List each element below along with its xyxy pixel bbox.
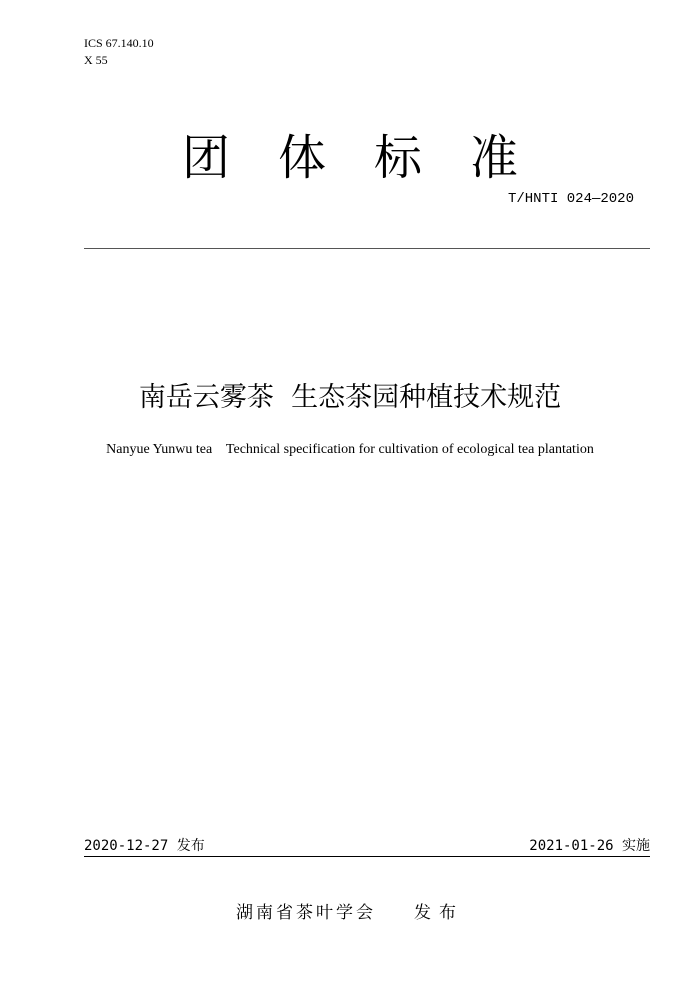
issuer-name: 湖南省茶叶学会	[236, 903, 376, 923]
document-title-chinese: 南岳云雾茶 生态茶园种植技术规范	[138, 382, 562, 413]
implement-date: 2021-01-26 实施	[529, 838, 650, 854]
issuer-action: 发布	[414, 903, 464, 923]
standard-type-title: 团体标准	[182, 130, 567, 186]
ccs-code: X 55	[84, 53, 108, 67]
publish-date: 2020-12-27 发布	[84, 838, 205, 854]
date-row	[84, 836, 650, 857]
document-title-english: Nanyue Yunwu tea Technical specification for cultivation of ecological tea plantation	[106, 442, 594, 457]
standard-number: T/HNTI 024—2020	[507, 191, 634, 207]
issuer-line	[0, 900, 700, 926]
header-divider	[84, 248, 650, 249]
ics-code: ICS 67.140.10	[84, 36, 154, 50]
